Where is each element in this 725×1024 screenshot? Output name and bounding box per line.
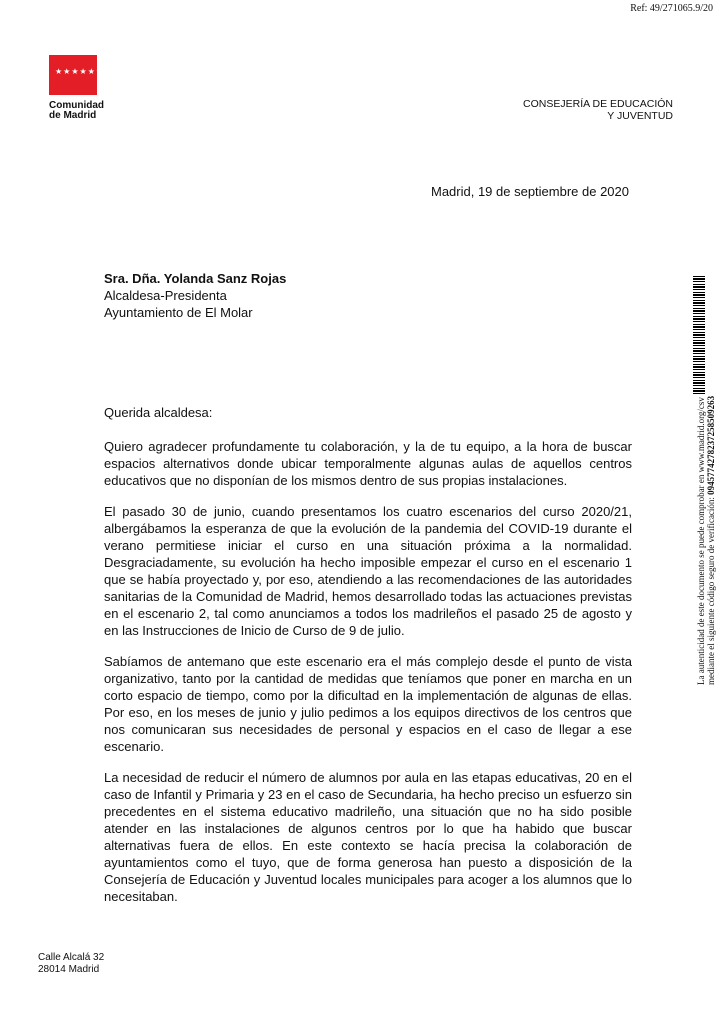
logo-name <box>49 101 109 121</box>
logo-red-flag <box>49 55 113 95</box>
verification-code: 0945774278237258509263 <box>706 395 716 495</box>
paragraph-4: La necesidad de reducir el número de alumnos por aula en las etapas educativas, 20 en el caso de Infantil y Primaria y 23 en el caso de Secundaria, ha hecho preciso un esfuerzo sin precedentes en el sistema educativo madrileño, una situación que no ha sido posible atender en las instalaciones de algunos centros por lo que ha habido que buscar alternativas fuera de ellos. En este contexto se hacía precisa la colaboración de ayuntamientos como el tuyo, que de forma generosa han puesto a disposición de la Consejería de Educación y Juventud locales municipales para acoger a los alumnos que lo necesitaban. <box>104 770 632 904</box>
verification-line2: mediante el siguiente código seguro de verificación: <box>706 497 716 685</box>
department-line2: Y JUVENTUD <box>607 110 673 122</box>
verification-line2-wrap <box>706 385 716 685</box>
paragraph-2: El pasado 30 de junio, cuando presentamos los cuatro escenarios del curso 2020/21, albergábamos la esperanza de que la evolución de la pandemia del COVID-19 durante el verano permitiese iniciar el curso en una situación próxima a la normalidad. Desgraciadamente, su evolución ha hecho imposible empezar el curso en el escenario 1 que se había proyectado y, por eso, atendiendo a las recomendaciones de las autoridades sanitarias de la Comunidad de Madrid, hemos desarrollado todas las actuaciones previstas en el escenario 2, tal como anunciamos a todos los madrileños el pasado 25 de agosto y en las Instrucciones de Inicio de Curso de 9 de julio. <box>104 504 632 638</box>
salutation: Querida alcaldesa: <box>104 405 213 420</box>
recipient-org: Ayuntamiento de El Molar <box>104 305 253 320</box>
recipient-block <box>104 270 286 321</box>
logo-name-line1: Comunidad <box>49 100 104 111</box>
verification-note <box>696 385 716 685</box>
verification-line1: La autenticidad de este documento se puede comprobar en www.madrid.org/csv <box>696 397 706 685</box>
paragraph-1: Quiero agradecer profundamente tu colaboración, y la de tu equipo, a la hora de buscar espacios alternativos donde ubicar temporalmente algunas aulas de aquellos centros educativos que no disponían de los mismos dentro de sus propias instalaciones. <box>104 439 632 488</box>
recipient-name: Sra. Dña. Yolanda Sanz Rojas <box>104 271 287 286</box>
paragraph-3: Sabíamos de antemano que este escenario era el más complejo desde el punto de vista organizativo, tanto por la cantidad de medidas que teníamos que poner en marcha en un corto espacio de tiempo, como por la dificultad en la implementación de algunas de ellas. Por eso, en los meses de junio y julio pedimos a los equipos directivos de los centros que nos comunicaran sus necesidades de personal y espacios en el caso de llegar a ese escenario. <box>104 654 632 754</box>
letter-body <box>104 404 632 919</box>
reference-number: Ref: 49/271065.9/20 <box>630 3 713 14</box>
logo-name-line2: de Madrid <box>49 110 97 121</box>
recipient-title: Alcaldesa-Presidenta <box>104 288 227 303</box>
department-header <box>523 98 673 122</box>
footer-address <box>38 952 104 976</box>
footer-city: 28014 Madrid <box>38 964 100 975</box>
comunidad-de-madrid-logo <box>49 55 113 121</box>
barcode-icon <box>693 276 705 396</box>
date-line: Madrid, 19 de septiembre de 2020 <box>430 184 629 199</box>
logo-stars-icon: ★★★★★★★ <box>55 67 113 76</box>
department-line1: CONSEJERÍA DE EDUCACIÓN <box>523 98 673 110</box>
footer-street: Calle Alcalá 32 <box>38 952 105 963</box>
